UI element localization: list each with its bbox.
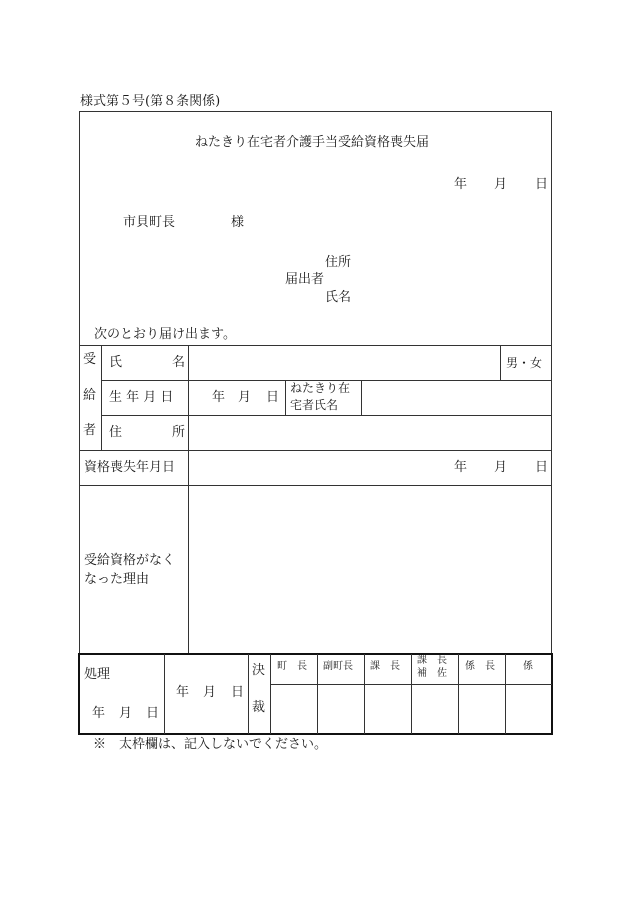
decision-label-2: 裁 xyxy=(252,700,266,715)
approver-deputy-mayor: 副町長 xyxy=(323,661,353,672)
form-number-label: 様式第５号(第８条関係) xyxy=(80,94,221,109)
processing-year: 年 xyxy=(92,706,106,721)
approver-staff: 係 xyxy=(523,661,533,672)
date-month: 月 xyxy=(494,177,508,192)
approver-mayor: 町 長 xyxy=(277,661,307,672)
loss-date-label: 資格喪失年月日 xyxy=(84,460,176,475)
birth-label: 生 年 月 日 xyxy=(109,390,174,405)
addressee-honorific: 様 xyxy=(231,215,245,230)
birth-day: 日 xyxy=(266,390,280,405)
processing-label: 処理 xyxy=(84,667,111,682)
notifier-role-label: 届出者 xyxy=(285,272,325,287)
address-label-suffix: 所 xyxy=(172,425,186,440)
name-label: 氏 xyxy=(109,355,123,370)
loss-date-year: 年 xyxy=(454,460,468,475)
form-title: ねたきり在宅者介護手当受給資格喪失届 xyxy=(195,135,430,150)
decision-day: 日 xyxy=(231,685,245,700)
bedridden-label-line1: ねたきり在 xyxy=(290,381,351,395)
notifier-address-label: 住所 xyxy=(325,255,352,270)
decision-year: 年 xyxy=(176,685,190,700)
footnote: ※ 太枠欄は、記入しないでください。 xyxy=(93,737,328,752)
notifier-name-label: 氏名 xyxy=(325,290,352,305)
decision-label-1: 決 xyxy=(252,663,266,678)
reason-label-line2: なった理由 xyxy=(84,572,150,587)
name-label-suffix: 名 xyxy=(172,355,186,370)
birth-year: 年 xyxy=(212,390,226,405)
processing-day: 日 xyxy=(146,706,160,721)
intro-text: 次のとおり届け出ます。 xyxy=(94,327,236,342)
approver-assistant-chief-line1: 課 長 xyxy=(417,655,447,666)
loss-date-day: 日 xyxy=(535,460,549,475)
recipient-label-3: 者 xyxy=(83,423,97,438)
loss-date-month: 月 xyxy=(494,460,508,475)
date-year: 年 xyxy=(454,177,468,192)
bedridden-label-line2: 宅者氏名 xyxy=(290,398,339,412)
approver-section-chief: 課 長 xyxy=(370,661,400,672)
recipient-label-1: 受 xyxy=(83,352,97,367)
date-day: 日 xyxy=(535,177,549,192)
reason-label-line1: 受給資格がなく xyxy=(84,553,176,568)
approver-subsection-chief: 係 長 xyxy=(465,661,495,672)
processing-month: 月 xyxy=(119,706,133,721)
gender-options: 男・女 xyxy=(506,356,543,370)
recipient-label-2: 給 xyxy=(83,388,97,403)
approver-assistant-chief-line2: 補 佐 xyxy=(417,668,447,679)
birth-month: 月 xyxy=(238,390,252,405)
addressee-name: 市貝町長 xyxy=(123,215,176,230)
address-label: 住 xyxy=(109,425,123,440)
decision-month: 月 xyxy=(203,685,217,700)
